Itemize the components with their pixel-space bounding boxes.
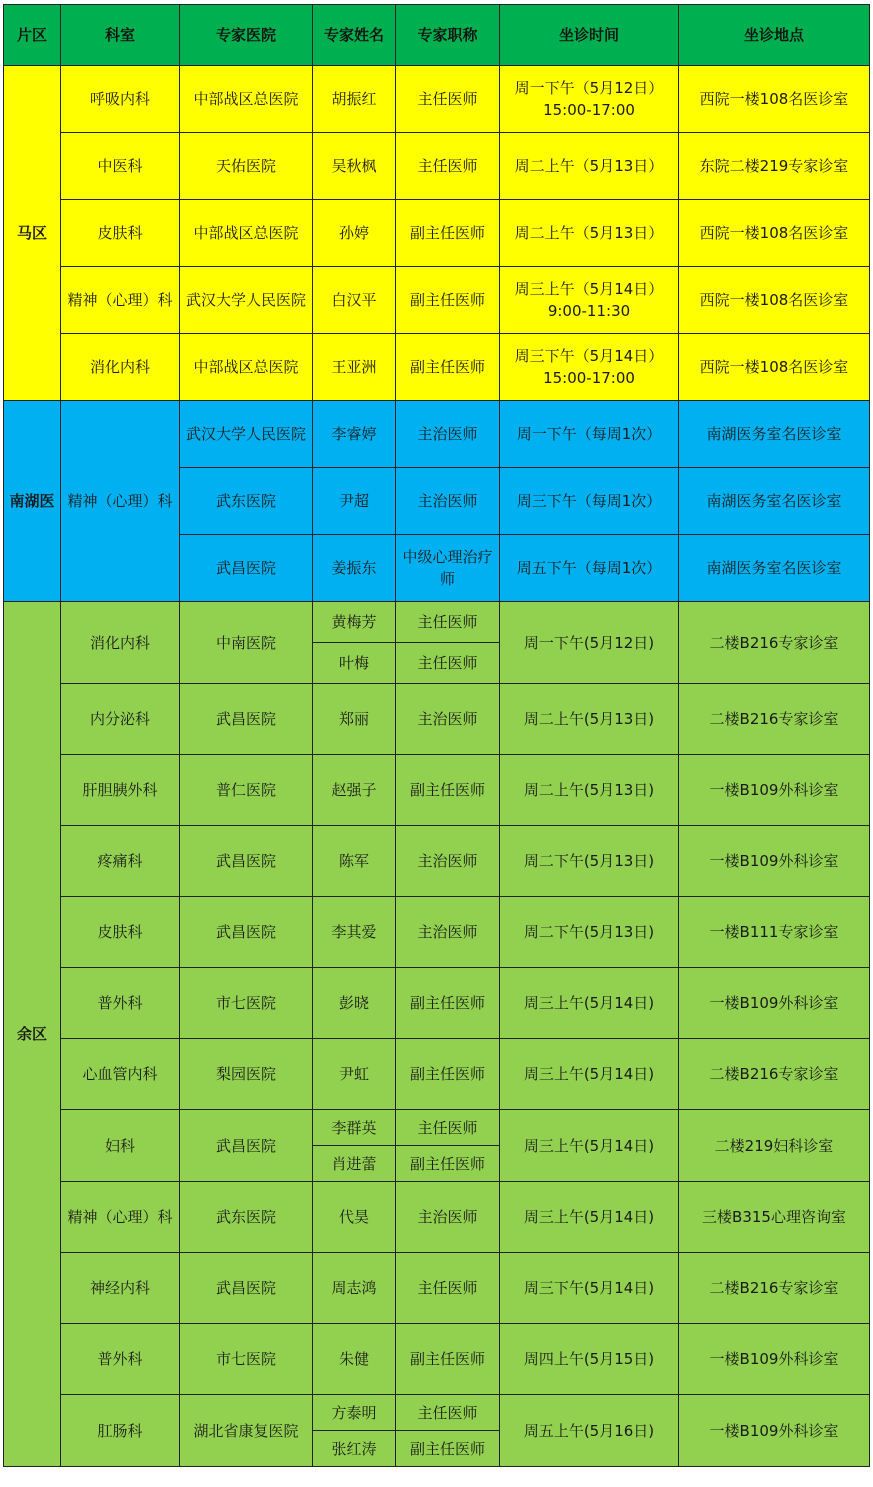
clinic-location-text: 西院一楼108名医诊室 [699,291,849,309]
header-expert-title: 专家职称 [396,5,500,66]
expert-title [396,267,500,334]
clinic-location [679,133,870,200]
clinic-time-text: 周三下午(5月14日) [523,1279,655,1297]
clinic-location [679,968,870,1039]
expert-name-text: 李群英 [331,1118,377,1137]
department [61,66,180,133]
clinic-time-text: 周四上午(5月15日) [523,1350,655,1368]
table-row [4,1039,870,1110]
hospital [180,1039,313,1110]
clinic-time-text: 周二上午（5月13日） [514,224,664,242]
clinic-time-text: 周二上午(5月13日) [523,710,655,728]
table-row [4,1395,870,1431]
clinic-location-text: 一楼B111专家诊室 [709,923,839,941]
table-row [4,66,870,133]
table-row [4,826,870,897]
clinic-time [500,602,679,684]
hospital-text: 武东医院 [215,492,276,510]
expert-title-text: 副主任医师 [409,1439,485,1458]
expert-name-text: 肖进蕾 [331,1154,377,1173]
hospital [180,602,313,684]
expert-title [396,1039,500,1110]
department [61,968,180,1039]
expert-title-text: 副主任医师 [409,1065,485,1083]
clinic-location-text: 一楼B109外科诊室 [709,1350,839,1368]
clinic-time [500,1324,679,1395]
expert-title-text: 主治医师 [417,1208,478,1226]
department [61,755,180,826]
expert-name [313,968,396,1039]
expert-name-text: 李睿婷 [331,425,377,443]
department [61,1182,180,1253]
department-text: 内分泌科 [89,710,150,728]
expert-title [396,535,500,602]
expert-title [396,968,500,1039]
expert-name [313,684,396,755]
header-row [4,5,870,66]
expert-title [396,468,500,535]
clinic-location [679,468,870,535]
expert-name-text: 代昊 [338,1208,369,1226]
hospital-text: 湖北省康复医院 [193,1421,299,1440]
expert-title-text: 主任医师 [417,1279,478,1297]
hospital-text: 武昌医院 [215,852,276,870]
clinic-time [500,535,679,602]
expert-title [396,1146,500,1182]
hospital [180,66,313,133]
expert-name-text: 胡振红 [331,90,377,108]
clinic-location [679,1039,870,1110]
expert-name-text: 陈军 [338,852,369,870]
clinic-location-text: 南湖医务室名医诊室 [706,559,842,577]
hospital [180,897,313,968]
expert-title [396,684,500,755]
clinic-time-text: 周二下午(5月13日) [523,923,655,941]
expert-name-text: 尹超 [338,492,369,510]
clinic-location-text: 一楼B109外科诊室 [709,994,839,1012]
header-expert-name: 专家姓名 [313,5,396,66]
clinic-time [500,133,679,200]
expert-title-text: 主治医师 [417,852,478,870]
clinic-time-hours: 9:00-11:30 [547,302,631,320]
clinic-location [679,897,870,968]
table-row [4,267,870,334]
expert-name [313,1182,396,1253]
department-text: 精神（心理）科 [67,1208,173,1226]
expert-name [313,535,396,602]
department [61,1395,180,1467]
expert-title [396,1395,500,1431]
clinic-location-text: 二楼B216专家诊室 [709,633,839,652]
expert-title-text: 副主任医师 [409,1350,485,1368]
clinic-location [679,334,870,401]
clinic-time [500,468,679,535]
department [61,200,180,267]
clinic-time-text: 周二上午(5月13日) [523,781,655,799]
clinic-time [500,334,679,401]
expert-title [396,401,500,468]
expert-name-text: 尹虹 [338,1065,369,1083]
department [61,267,180,334]
department [61,1039,180,1110]
header-hospital: 专家医院 [180,5,313,66]
expert-name [313,1110,396,1146]
expert-name [313,200,396,267]
table-row [4,401,870,468]
expert-title [396,1253,500,1324]
hospital-text: 武昌医院 [215,710,276,728]
department-text: 普外科 [97,994,143,1012]
hospital-text: 普仁医院 [215,781,276,799]
hospital [180,1324,313,1395]
table-row [4,897,870,968]
expert-name [313,1253,396,1324]
hospital [180,1395,313,1467]
clinic-time [500,1110,679,1182]
clinic-location [679,684,870,755]
expert-title [396,133,500,200]
table-row [4,1253,870,1324]
clinic-location-text: 一楼B109外科诊室 [709,1421,839,1440]
expert-title [396,334,500,401]
clinic-location [679,1395,870,1467]
department [61,684,180,755]
department-text: 神经内科 [89,1279,150,1297]
clinic-time-text: 周一下午（5月12日） [514,79,664,97]
district-ma-text: 马区 [16,224,47,242]
expert-name [313,826,396,897]
expert-title [396,1324,500,1395]
district-nanhu [4,401,61,602]
clinic-time-text: 周五上午(5月16日) [523,1421,655,1440]
hospital-text: 梨园医院 [215,1065,276,1083]
expert-title-text: 副主任医师 [409,781,485,799]
clinic-time [500,826,679,897]
hospital-text: 武汉大学人民医院 [185,291,306,309]
hospital [180,826,313,897]
expert-name-text: 周志鸿 [331,1279,377,1297]
expert-name [313,267,396,334]
department [61,602,180,684]
department-text: 皮肤科 [97,224,143,242]
table-row [4,1110,870,1146]
expert-name-text: 李其爱 [331,923,377,941]
hospital-text: 中部战区总医院 [193,358,299,376]
hospital-text: 武东医院 [215,1208,276,1226]
expert-title-text: 副主任医师 [409,291,485,309]
clinic-location-text: 一楼B109外科诊室 [709,852,839,870]
table-row [4,1182,870,1253]
clinic-location-text: 南湖医务室名医诊室 [706,425,842,443]
expert-name-text: 彭晓 [338,994,369,1012]
department [61,826,180,897]
expert-title [396,1431,500,1467]
expert-title-text: 主任医师 [417,654,478,672]
table-row [4,968,870,1039]
header-district: 片区 [4,5,61,66]
clinic-location-text: 东院二楼219专家诊室 [699,157,849,175]
expert-name-text: 孙婷 [338,224,369,242]
department [61,1110,180,1182]
hospital [180,267,313,334]
clinic-time [500,1253,679,1324]
expert-name [313,643,396,684]
district-ma [4,66,61,401]
clinic-location [679,401,870,468]
clinic-location-text: 西院一楼108名医诊室 [699,358,849,376]
expert-title-text: 中级心理治疗师 [402,548,493,588]
department [61,897,180,968]
clinic-location [679,1110,870,1182]
hospital [180,684,313,755]
clinic-time-hours: 15:00-17:00 [543,369,635,387]
expert-name-text: 赵强子 [331,781,377,799]
expert-title-text: 主任医师 [417,90,478,108]
expert-title-text: 主治医师 [417,710,478,728]
department-text: 精神（心理）科 [67,291,173,309]
expert-title-text: 副主任医师 [409,358,485,376]
clinic-time-text: 周三上午（5月14日） [514,280,664,298]
clinic-time [500,66,679,133]
expert-name [313,1324,396,1395]
clinic-location-text: 二楼B216专家诊室 [709,710,839,728]
expert-title-text: 主任医师 [417,157,478,175]
hospital [180,968,313,1039]
clinic-location [679,755,870,826]
expert-title [396,66,500,133]
hospital-text: 武昌医院 [215,923,276,941]
header-department: 科室 [61,5,180,66]
hospital [180,755,313,826]
table-row [4,200,870,267]
expert-name-text: 朱健 [338,1350,369,1368]
department [61,1253,180,1324]
hospital [180,200,313,267]
clinic-time [500,684,679,755]
hospital-text: 中南医院 [215,633,276,652]
expert-title [396,1182,500,1253]
clinic-time-text: 周二上午（5月13日） [514,157,664,175]
clinic-time [500,1039,679,1110]
hospital-text: 中部战区总医院 [193,90,299,108]
expert-name-text: 郑丽 [338,710,369,728]
expert-name-text: 张红涛 [331,1439,377,1458]
hospital [180,401,313,468]
department [61,334,180,401]
clinic-time [500,755,679,826]
hospital [180,1182,313,1253]
clinic-time-text: 周二下午(5月13日) [523,852,655,870]
hospital-text: 天佑医院 [215,157,276,175]
expert-name [313,602,396,643]
expert-name [313,897,396,968]
clinic-time [500,401,679,468]
expert-name [313,401,396,468]
hospital-text: 武昌医院 [215,1279,276,1297]
district-yu [4,602,61,1467]
hospital [180,133,313,200]
clinic-location [679,1253,870,1324]
header-location: 坐诊地点 [679,5,870,66]
hospital [180,468,313,535]
clinic-location-text: 三楼B315心理咨询室 [702,1208,846,1226]
expert-title [396,826,500,897]
expert-name-text: 黄梅芳 [331,613,377,631]
expert-name [313,334,396,401]
expert-name [313,1395,396,1431]
hospital-text: 市七医院 [215,994,276,1012]
hospital [180,1253,313,1324]
expert-title-text: 主任医师 [417,1118,478,1137]
clinic-time [500,267,679,334]
clinic-location [679,200,870,267]
department-text: 疼痛科 [97,852,143,870]
expert-title-text: 副主任医师 [409,994,485,1012]
expert-name [313,468,396,535]
clinic-time [500,200,679,267]
department [61,133,180,200]
table-row [4,133,870,200]
expert-title [396,602,500,643]
expert-title [396,1110,500,1146]
department-text: 消化内科 [89,358,150,376]
clinic-location-text: 二楼B216专家诊室 [709,1279,839,1297]
clinic-time-text: 周三上午(5月14日) [523,1208,655,1226]
clinic-location [679,66,870,133]
hospital [180,1110,313,1182]
expert-name [313,66,396,133]
expert-name [313,1146,396,1182]
expert-title-text: 主治医师 [417,492,478,510]
department-text: 普外科 [97,1350,143,1368]
clinic-time [500,897,679,968]
expert-title-text: 主治医师 [417,425,478,443]
expert-title [396,200,500,267]
expert-name [313,755,396,826]
expert-name-text: 白汉平 [331,291,377,309]
clinic-location-text: 南湖医务室名医诊室 [706,492,842,510]
expert-name-text: 吴秋枫 [331,157,377,175]
clinic-time-hours: 15:00-17:00 [543,101,635,119]
table-row [4,1324,870,1395]
clinic-time [500,1182,679,1253]
clinic-location-text: 二楼B216专家诊室 [709,1065,839,1083]
district-nanhu-text: 南湖医 [9,492,55,510]
clinic-location-text: 一楼B109外科诊室 [709,781,839,799]
department-text: 皮肤科 [97,923,143,941]
hospital-text: 武汉大学人民医院 [185,425,306,443]
clinic-location [679,1182,870,1253]
clinic-location [679,535,870,602]
clinic-schedule-table [3,4,870,1467]
district-yu-text: 余区 [16,1025,47,1043]
clinic-location-text: 二楼219妇科诊室 [714,1136,834,1155]
clinic-location-text: 西院一楼108名医诊室 [699,90,849,108]
expert-name-text: 姜振东 [331,559,377,577]
hospital-text: 武昌医院 [215,1136,276,1155]
hospital-text: 市七医院 [215,1350,276,1368]
expert-name-text: 王亚洲 [331,358,377,376]
table-row [4,755,870,826]
clinic-time-text: 周三下午（每周1次） [516,492,662,510]
expert-name [313,133,396,200]
department-text: 消化内科 [89,633,150,652]
department-text: 妇科 [104,1136,135,1155]
expert-name-text: 方泰明 [331,1403,377,1422]
expert-name [313,1431,396,1467]
hospital [180,535,313,602]
clinic-time-text: 周五下午（每周1次） [516,559,662,577]
department-text: 肛肠科 [97,1421,143,1440]
department-text: 中医科 [97,157,143,175]
clinic-time-text: 周一下午（每周1次） [516,425,662,443]
expert-name-text: 叶梅 [338,654,369,672]
department-text: 肝胆胰外科 [82,781,158,799]
hospital [180,334,313,401]
hospital-text: 中部战区总医院 [193,224,299,242]
clinic-location [679,602,870,684]
department-text: 心血管内科 [82,1065,158,1083]
clinic-time-text: 周三上午(5月14日) [523,994,655,1012]
expert-title-text: 副主任医师 [409,224,485,242]
table-row [4,602,870,643]
clinic-location [679,826,870,897]
clinic-location [679,1324,870,1395]
expert-title [396,755,500,826]
expert-title-text: 副主任医师 [409,1154,485,1173]
table-row [4,334,870,401]
department-text: 呼吸内科 [89,90,150,108]
clinic-time [500,1395,679,1467]
expert-title [396,643,500,684]
clinic-time-text: 周三上午(5月14日) [523,1136,655,1155]
clinic-location-text: 西院一楼108名医诊室 [699,224,849,242]
clinic-time-text: 周三上午(5月14日) [523,1065,655,1083]
clinic-time-text: 周一下午(5月12日) [523,633,655,652]
expert-title-text: 主任医师 [417,613,478,631]
table-row [4,684,870,755]
expert-title [396,897,500,968]
clinic-time [500,968,679,1039]
department [61,1324,180,1395]
clinic-location [679,267,870,334]
department-text: 精神（心理）科 [67,492,173,510]
header-time: 坐诊时间 [500,5,679,66]
expert-title-text: 主治医师 [417,923,478,941]
clinic-time-text: 周三下午（5月14日） [514,347,664,365]
expert-title-text: 主任医师 [417,1403,478,1422]
hospital-text: 武昌医院 [215,559,276,577]
department [61,401,180,602]
expert-name [313,1039,396,1110]
